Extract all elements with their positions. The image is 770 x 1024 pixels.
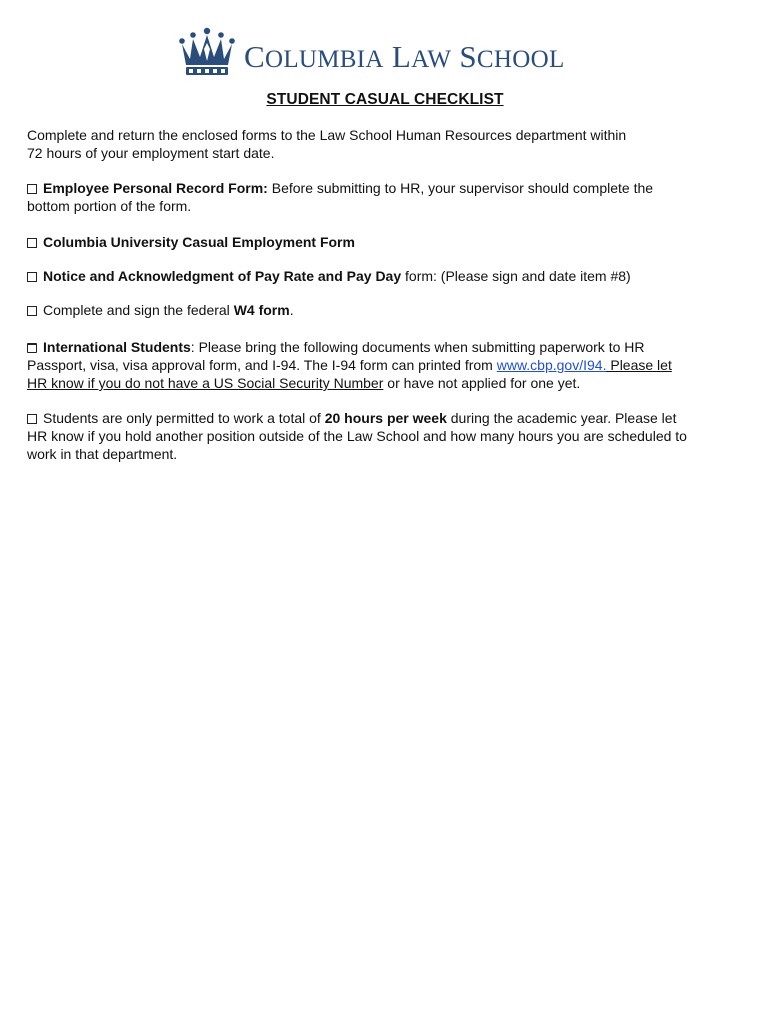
- international-text-3b: or have not applied for one yet.: [383, 375, 581, 391]
- checkbox-casual-employment[interactable]: [27, 238, 37, 248]
- personal-record-label: Employee Personal Record Form:: [43, 180, 268, 196]
- hours-limit: 20 hours per week: [324, 410, 447, 426]
- international-label: International Students: [43, 339, 191, 355]
- hours-text-1a: Students are only permitted to work a total of: [43, 410, 325, 426]
- checklist-item-hours: [27, 409, 747, 463]
- checklist-item-international: [27, 338, 747, 392]
- logo-wordmark: COLUMBIA LAW SCHOOL: [244, 38, 565, 74]
- w4-text: Complete and sign the federal: [43, 302, 234, 318]
- checkbox-pay-rate[interactable]: [27, 272, 37, 282]
- casual-employment-label: Columbia University Casual Employment Form: [43, 234, 355, 250]
- pay-rate-text: form: (Please sign and date item #8): [401, 268, 631, 284]
- hours-text-3: work in that department.: [27, 446, 178, 462]
- checklist-item-w4: [27, 301, 747, 319]
- international-text-1: : Please bring the following documents when submitting paperwork to HR: [190, 339, 645, 355]
- international-text-2a: Passport, visa, visa approval form, and I-94. The I-94 form can printed from: [27, 357, 497, 373]
- intro-paragraph: [27, 126, 747, 162]
- international-text-2b: Please let: [606, 357, 672, 373]
- intro-line-1: Complete and return the enclosed forms to the Law School Human Resources department within: [27, 127, 627, 143]
- pay-rate-label: Notice and Acknowledgment of Pay Rate and Pay Day: [43, 268, 402, 284]
- hours-text-2: HR know if you hold another position outside of the Law School and how many hours you are scheduled to: [27, 428, 687, 444]
- checkbox-personal-record[interactable]: [27, 184, 37, 194]
- hours-text-1b: during the academic year. Please let: [446, 410, 677, 426]
- w4-end: .: [289, 302, 294, 318]
- checklist-item-pay-rate: [27, 267, 747, 285]
- checkbox-international[interactable]: [27, 343, 37, 353]
- crown-icon: [178, 27, 236, 77]
- personal-record-text: Before submitting to HR, your supervisor should complete the: [267, 180, 654, 196]
- cbp-link[interactable]: www.cbp.gov/I94.: [496, 357, 607, 373]
- checkbox-w4[interactable]: [27, 306, 37, 316]
- w4-label: W4 form: [233, 302, 290, 318]
- international-text-3a: HR know if you do not have a US Social Security Number: [27, 375, 384, 391]
- checklist-item-personal-record: [27, 179, 747, 215]
- checklist-item-casual-employment: [27, 233, 747, 251]
- columbia-law-school-logo: [178, 24, 598, 80]
- checkbox-hours[interactable]: [27, 414, 37, 424]
- intro-line-2: 72 hours of your employment start date.: [27, 145, 275, 161]
- page-title: STUDENT CASUAL CHECKLIST: [266, 91, 504, 108]
- personal-record-text-2: bottom portion of the form.: [27, 198, 192, 214]
